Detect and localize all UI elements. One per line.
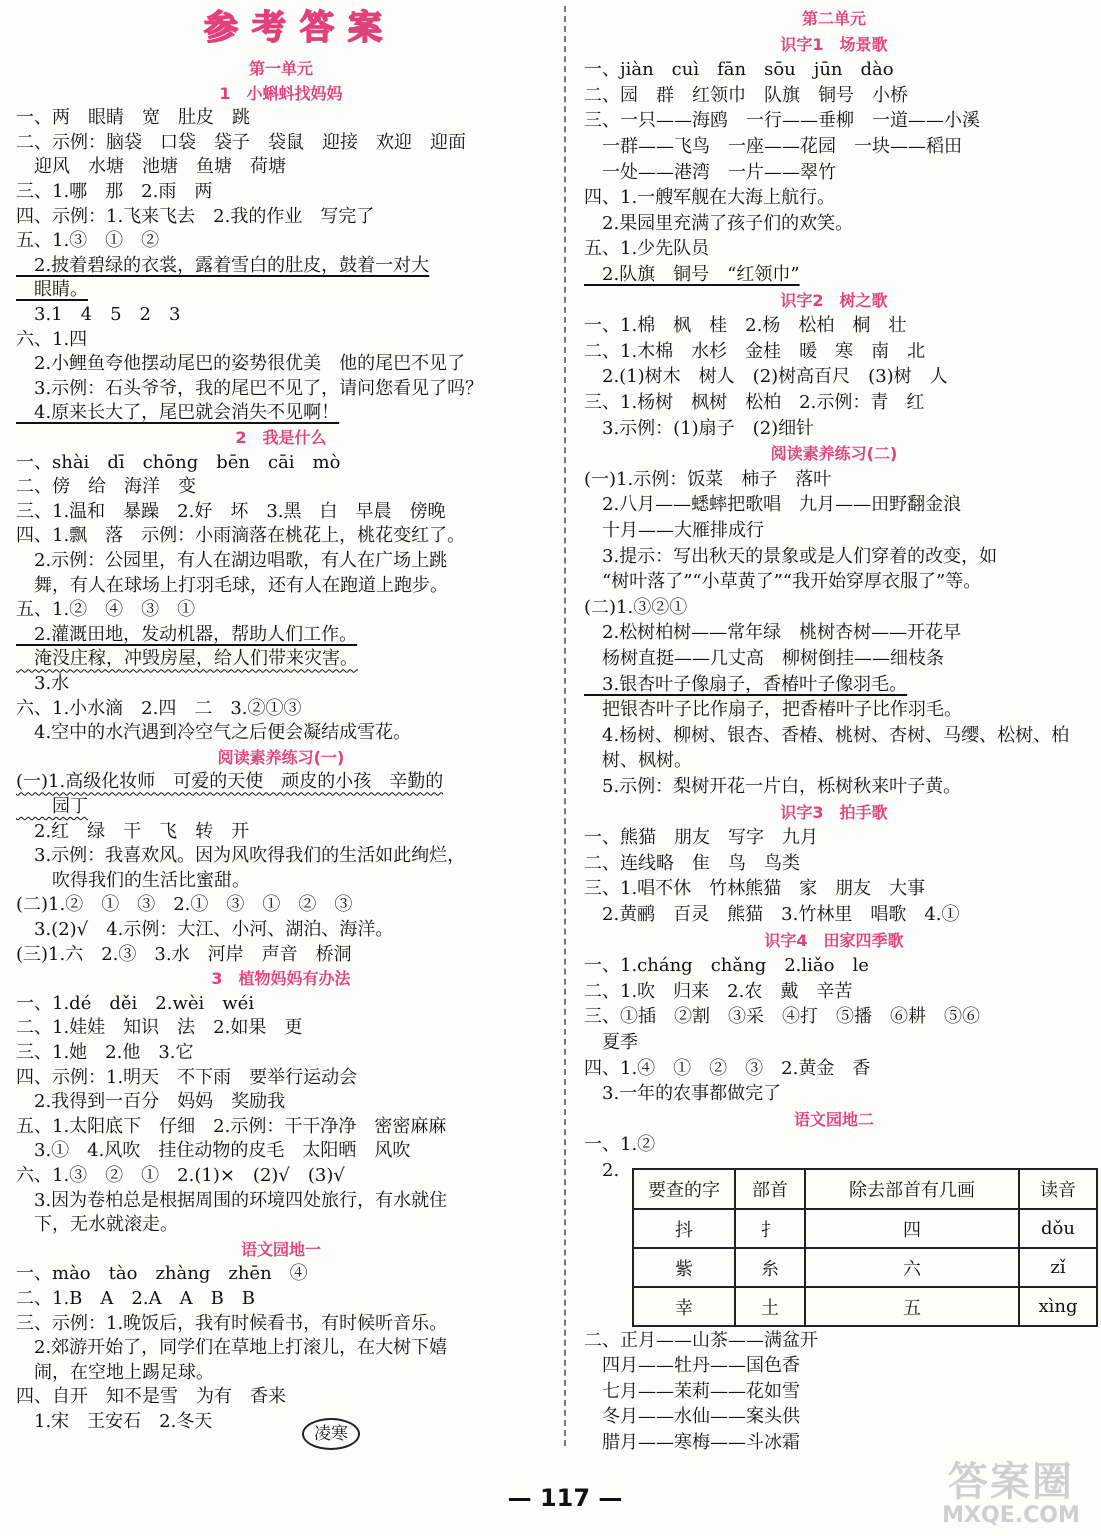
answer-line: 四、1.一艘军舰在大海上航行。	[584, 187, 836, 209]
answer-line	[16, 648, 358, 670]
answer-line: 3.(2)√ 4.示例：大江、小河、湖泊、海洋。	[16, 919, 394, 940]
answer-line: 2.(1)树木 树人 (2)树高百尺 (3)树 人	[584, 366, 948, 388]
answer-line: 腊月——寒梅——斗冰霜	[584, 1431, 800, 1453]
section-heading: 识字2 树之歌	[780, 290, 888, 310]
answer-line: 3.① 4.风吹 挂住动物的皮毛 太阳晒 风吹	[16, 1140, 411, 1162]
answer-line: 吹得我们的生活比蜜甜。	[16, 869, 250, 891]
wavy-underlined-answer: 园丁	[16, 796, 88, 817]
page-number: — 117 —	[507, 1484, 623, 1512]
section-heading: 1 小蝌蚪找妈妈	[219, 83, 343, 103]
answer-line: 2.郊游开始了，同学们在草地上打滚儿，在大树下嬉	[16, 1337, 448, 1359]
answer-line: 一、熊猫 朋友 写字 九月	[584, 827, 818, 849]
answer-line: 2.小鲤鱼夸他摆动尾巴的姿势很优美 他的尾巴不见了	[16, 353, 466, 375]
table-cell: 紫	[633, 1248, 735, 1287]
answer-line: 二、1.吹 归来 2.农 戴 辛苦	[584, 980, 853, 1002]
answer-line: 二、连线略 隹 鸟 鸟类	[584, 852, 800, 874]
answer-line: 一、1.棉 枫 桂 2.杨 松柏 桐 壮	[584, 315, 907, 337]
table-row	[633, 1287, 1097, 1326]
answer-line: 六、1.四	[16, 328, 88, 350]
answer-line	[16, 624, 357, 646]
answer-line	[16, 796, 88, 818]
answer-line: 三、①插 ②割 ③采 ④打 ⑤播 ⑥耕 ⑤⑥	[584, 1006, 980, 1028]
underlined-answer: 4.原来长大了，尾巴就会消失不见啊！	[16, 402, 340, 424]
answer-line: 3.1 4 5 2 3	[16, 304, 181, 325]
underlined-answer: 2.披着碧绿的衣裳，露着雪白的肚皮，鼓着一对大	[16, 254, 430, 276]
section-heading: 识字3 拍手歌	[780, 802, 888, 822]
answer-line: 二、1.木棉 水杉 金桂 暖 寒 南 北	[584, 340, 926, 362]
table-cell: 幸	[633, 1287, 735, 1326]
answer-line: 2.示例：公园里，有人在湖边唱歌，有人在广场上跳	[16, 550, 448, 571]
answer-line: 二、正月——山茶——满盆开	[584, 1330, 818, 1351]
answer-line: 六、1.③ ② ① 2.(1)× (2)√ (3)√	[16, 1165, 345, 1186]
wavy-underlined-answer: (一)1.高级化妆师 可爱的天使 顽皮的小孩 辛勤的	[16, 771, 444, 793]
answer-line	[16, 771, 443, 793]
answer-line: 一处——港湾 一片——翠竹	[584, 161, 836, 183]
answer-line: 1.宋 王安石 2.冬天	[16, 1411, 213, 1432]
answer-line: 闹，在空地上踢足球。	[16, 1361, 214, 1383]
table-header-cell: 除去部首有几画	[805, 1169, 1019, 1209]
answer-line: 3.一年的农事都做完了	[584, 1083, 782, 1105]
answer-line: 舞，有人在球场上打羽毛球，还有人在跑道上跑步。	[16, 574, 448, 596]
column-divider	[564, 6, 566, 1446]
watermark-logo-text: 答案圈	[948, 1459, 1074, 1505]
answer-line: 冬月——水仙——案头供	[584, 1406, 800, 1428]
answer-line: 杨树直挺——几丈高 柳树倒挂——细枝条	[584, 648, 944, 669]
answer-line: 2.黄鹂 百灵 熊猫 3.竹林里 唱歌 4.①	[584, 904, 960, 925]
answer-line: 五、1.② ④ ③ ①	[16, 599, 196, 621]
answer-line: 3.示例：(1)扇子 (2)细针	[584, 417, 815, 439]
answer-line: 二、傍 给 海洋 变	[16, 476, 196, 498]
table-row	[633, 1248, 1097, 1287]
answer-line: 五、1.少先队员	[584, 238, 710, 260]
answer-line: 三、1.唱不休 竹林熊猫 家 朋友 大事	[584, 878, 926, 900]
answer-line: 一、两 眼睛 宽 肚皮 跳	[16, 107, 250, 129]
answer-line	[16, 402, 339, 424]
table-cell: 四	[805, 1209, 1019, 1248]
answer-line: 三、1.哪 那 2.雨 两	[16, 181, 213, 202]
section-heading: 阅读素养练习(二)	[770, 444, 898, 464]
answer-line: 2.红 绿 干 飞 转 开	[16, 820, 250, 842]
table-cell: xìng	[1019, 1287, 1097, 1326]
section-heading: 识字4 田家四季歌	[764, 930, 904, 950]
answer-line: 一、jiàn cuì fān sōu jūn dào	[584, 59, 894, 81]
answer-line: 二、园 群 红领巾 队旗 铜号 小桥	[584, 84, 908, 106]
answer-line: 三、1.她 2.他 3.它	[16, 1042, 194, 1063]
section-heading: 阅读素养练习(一)	[217, 747, 345, 767]
answer-line: 四、1.④ ① ② ③ 2.黄金 香	[584, 1057, 871, 1079]
underlined-answer: 2.灌溉田地，发动机器，帮助人们工作。	[16, 623, 358, 645]
answer-line: 六、1.小水滴 2.四 二 3.②①③	[16, 697, 302, 719]
answer-line	[584, 674, 907, 696]
answer-line: 2.	[584, 1160, 620, 1181]
answer-line: 4.空中的水汽遇到冷空气之后便会凝结成雪花。	[16, 722, 412, 744]
underlined-answer: 3.银杏叶子像扇子，香椿叶子像羽毛。	[584, 673, 908, 695]
answer-line: 二、1.B A 2.A A B B	[16, 1288, 256, 1309]
answer-line: 二、示例：脑袋 口袋 袋子 袋鼠 迎接 欢迎 迎面	[16, 131, 466, 153]
dictionary-table	[632, 1168, 1098, 1327]
underlined-answer: 眼睛。	[16, 279, 88, 301]
answer-line: 三、示例：1.晚饭后，我有时候看书，有时候听音乐。	[16, 1312, 448, 1334]
table-cell: 六	[805, 1248, 1019, 1287]
answer-line: 树、枫树。	[584, 750, 692, 772]
answer-line: (二)1.③②①	[584, 596, 688, 618]
watermark	[926, 1460, 1096, 1528]
answer-line: 一、mào tào zhàng zhēn ④	[16, 1263, 308, 1285]
section-heading: 2 我是什么	[235, 428, 327, 447]
answer-line: 七月——茉莉——花如雪	[584, 1380, 800, 1402]
answer-line: 3.水	[16, 673, 70, 694]
answer-line: 三、一只——海鸥 一行——垂柳 一道——小溪	[584, 110, 980, 132]
answer-line: 4.杨树、柳树、银杏、香椿、桃树、杏树、马缨、松树、柏	[584, 724, 1070, 746]
answer-line: 3.示例：石头爷爷，我的尾巴不见了，请问您看见了吗？	[16, 377, 484, 399]
answer-line: 二、1.娃娃 知识 法 2.如果 更	[16, 1017, 303, 1039]
table-header-row	[633, 1169, 1097, 1209]
answer-line: 一、1.dé děi 2.wèi wéi	[16, 992, 255, 1014]
answer-line	[16, 279, 88, 301]
table-header-cell: 要查的字	[633, 1169, 735, 1209]
answer-line: 一、shài dī chōng bēn cāi mò	[16, 451, 341, 473]
answer-line: (一)1.示例：饭菜 柿子 落叶	[584, 468, 832, 490]
answer-line: 三、1.杨树 枫树 松柏 2.示例：青 红	[584, 392, 925, 413]
answer-line: 3.因为卷柏总是根据周围的环境四处旅行，有水就住	[16, 1189, 448, 1211]
table-cell: 土	[735, 1287, 805, 1326]
answer-line: 2.果园里充满了孩子们的欢笑。	[584, 212, 854, 234]
section-heading: 第一单元	[248, 59, 313, 78]
answer-line: 四、自开 知不是雪 为有 香来	[16, 1386, 286, 1408]
table-cell: 扌	[735, 1209, 805, 1248]
underlined-answer: 2.队旗 铜号 “红领巾”	[584, 264, 800, 285]
answer-line: 2.我得到一百分 妈妈 奖励我	[16, 1091, 286, 1113]
answer-line: 夏季	[584, 1032, 638, 1053]
answer-line: 四、示例：1.明天 不下雨 要举行运动会	[16, 1066, 358, 1088]
answer-line: 五、1.太阳底下 仔细 2.示例：干干净净 密密麻麻	[16, 1115, 447, 1137]
answer-line: 一、1.②	[584, 1134, 656, 1156]
table-cell: 五	[805, 1287, 1019, 1326]
table-header-cell: 部首	[735, 1169, 805, 1209]
answer-line: 3.示例：我喜欢风。因为风吹得我们的生活如此绚烂，	[16, 845, 466, 867]
section-heading: 语文园地一	[240, 1239, 321, 1259]
answer-line: 四、示例：1.飞来飞去 2.我的作业 写完了	[16, 205, 375, 227]
table-row	[633, 1209, 1097, 1248]
answer-line: 把银杏叶子比作扇子，把香椿叶子比作羽毛。	[584, 699, 962, 721]
table-cell: 糸	[735, 1248, 805, 1287]
section-heading: 语文园地二	[793, 1109, 874, 1129]
answer-line: 十月——大雁排成行	[584, 520, 764, 541]
watermark-url: MXQE.COM	[942, 1503, 1080, 1528]
answer-line: 下，无水就滚走。	[16, 1214, 178, 1236]
wavy-underlined-answer: 淹没庄稼，冲毁房屋，给人们带来灾害。	[16, 648, 358, 670]
section-heading: 识字1 场景歌	[780, 34, 888, 54]
answer-line: 2.松树柏树——常年绿 桃树杏树——开花早	[584, 622, 962, 644]
section-heading: 第二单元	[801, 9, 866, 28]
answer-line: 四月——牡丹——国色香	[584, 1355, 800, 1377]
answer-line: 五、1.③ ① ②	[16, 230, 160, 252]
answer-line: 迎风 水塘 池塘 鱼塘 荷塘	[16, 156, 286, 178]
answer-line: “树叶落了”“小草黄了”“我开始穿厚衣服了”等。	[584, 571, 982, 593]
answer-line: 一、1.cháng chǎng 2.liǎo le	[584, 955, 869, 977]
answer-line: 四、1.飘 落 示例：小雨滴落在桃花上，桃花变红了。	[16, 525, 466, 547]
table-cell: dǒu	[1019, 1209, 1097, 1248]
table-cell: zǐ	[1019, 1248, 1097, 1287]
answer-line	[16, 255, 429, 277]
circled-answer: 凌寒	[302, 1418, 360, 1450]
table-cell: 抖	[633, 1209, 735, 1248]
answer-line: (三)1.六 2.③ 3.水 河岸 声音 桥洞	[16, 943, 352, 965]
answer-line: 三、1.温和 暴躁 2.好 坏 3.黑 白 早晨 傍晚	[16, 500, 446, 522]
answer-line: 5.示例：梨树开花一片白，栎树秋来叶子黄。	[584, 776, 962, 797]
answer-line: 2.八月——蟋蟀把歌唱 九月——田野翻金浪	[584, 494, 962, 516]
answer-line: (二)1.② ① ③ 2.① ③ ① ② ③	[16, 894, 353, 916]
section-heading: 3 植物妈妈有办法	[211, 969, 351, 989]
answer-line: 一群——飞鸟 一座——花园 一块——稻田	[584, 136, 962, 157]
page-title: 参考答案	[204, 8, 396, 48]
table-header-cell: 读音	[1019, 1169, 1097, 1209]
answer-line: 3.提示：写出秋天的景象或是人们穿着的改变，如	[584, 545, 998, 567]
answer-line	[584, 264, 800, 286]
